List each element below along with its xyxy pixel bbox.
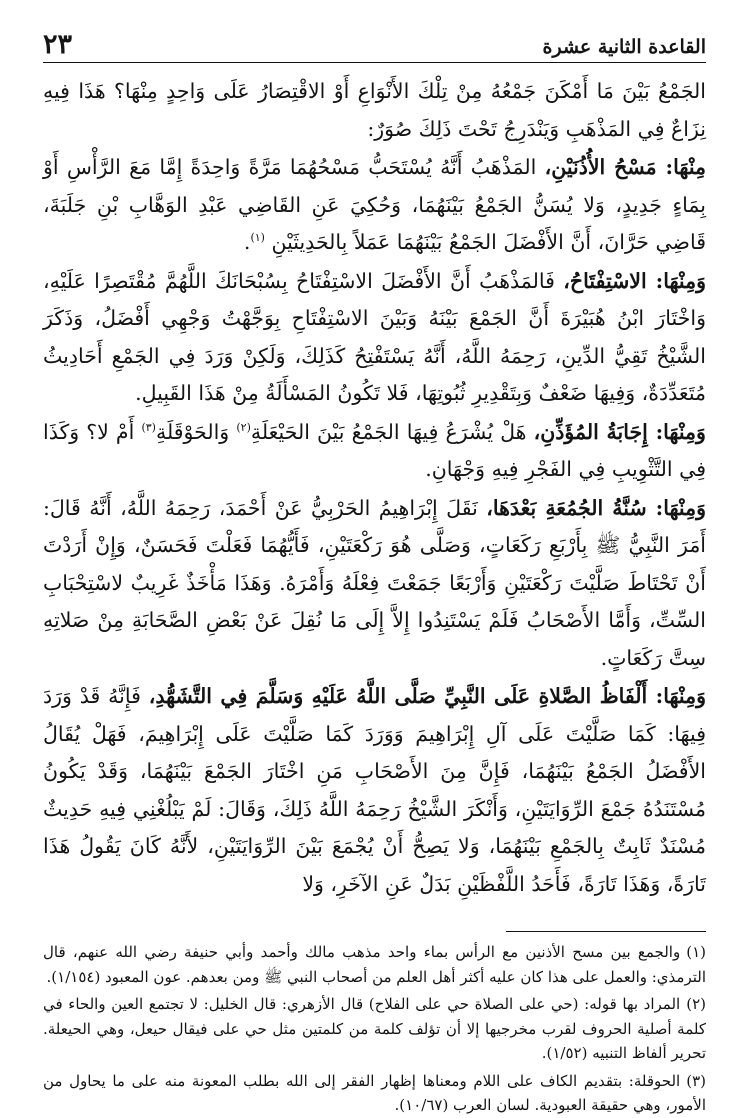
paragraph: [43, 678, 706, 903]
paragraph: [43, 73, 706, 148]
paragraph: [43, 490, 706, 678]
paragraph-lead: وَمِنْهَا: الاسْتِفْتَاحُ،: [563, 268, 706, 293]
paragraph-text: نَقَلَ إِبْرَاهِيمُ الحَرْبِيُّ عَنْ أَحْمَدَ، رَحِمَهُ اللَّهُ، أَنَّهُ قَالَ: أَمَرَ النَّبِيُّ ﷺ بِأَرْبَعِ رَكَعَاتٍ، وَصَلَّى هُوَ رَكْعَتَيْنِ، فَأَيُّهُمَا فَعَلْتَ فَحَسَنٌ، وَإِنْ أَرَدْتَ أَنْ تَحْتَاطَ صَلَّيْتَ رَكْعَتَيْنِ وَأَرْبَعًا جَمَعْتَ فِعْلَهُ وَأَمْرَهُ. وَهَذَا مَأْخَذٌ غَرِيبٌ لاسْتِحْبَابِ السِّتِّ، وَأَمَّا الأَصْحَابُ فَلَمْ يَسْتَنِدُوا إِلاَّ إِلَى مَا نُقِلَ عَنْ بَعْضِ الصَّحَابَةِ مِنْ صَلاتِهِ سِتَّ رَكَعَاتٍ.: [43, 495, 706, 670]
main-text: [43, 73, 706, 903]
paragraph-lead: وَمِنْهَا: إِجَابَةُ المُؤَذِّنِ،: [533, 419, 706, 444]
footnotes: [43, 940, 706, 1118]
footnote: [43, 940, 706, 989]
paragraph-text: الجَمْعُ بَيْنَ مَا أَمْكَنَ جَمْعُهُ مِنْ تِلْكَ الأَنْوَاعِ أَوْ الاقْتِصَارُ عَلَى وَاحِدٍ مِنْهَا؟ هَذَا فِيهِ نِزَاعٌ فِي المَذْهَبِ وَيَنْدَرِجُ تَحْتَ ذَلِكَ صُوَرٌ:: [43, 79, 706, 141]
footnote-number: (١): [686, 943, 706, 961]
paragraph-lead: وَمِنْهَا: سُنَّةُ الجُمُعَةِ بَعْدَهَا،: [486, 495, 707, 520]
running-header: [43, 28, 706, 63]
paragraph-tail: .: [243, 230, 251, 254]
paragraph-text: فَإِنَّهُ قَدْ وَرَدَ فِيهَا: كَمَا صَلَّيْتَ عَلَى آلِ إِبْرَاهِيمَ وَوَرَدَ كَمَا صَلَّيْتَ عَلَى إِبْرَاهِيمَ، فَهَلْ يُقَالُ الأَفْضَلُ الجَمْعُ بَيْنَهُمَا، فَإِنَّ مِنَ الأَصْحَابِ مَنِ اخْتَارَ الجَمْعَ بَيْنَهُمَا، وَقَدْ يَكُونُ مُسْتَنَدُهُ جَمْعَ الرِّوَايَتَيْنِ، وَأَنْكَرَ الشَّيْخُ رَحِمَهُ اللَّهُ ذَلِكَ، وَقَالَ: لَمْ يَبْلُغْنِي فِيهِ حَدِيثٌ مُسْنَدٌ ثَابِتٌ بِالجَمْعِ بَيْنَهُمَا، وَلا يَصِحُّ أَنْ يُجْمَعَ بَيْنَ الرِّوَايَتَيْنِ، لأَنَّهُ كَانَ يَقُولُ هَذَا تَارَةً، وَهَذَا تَارَةً، فَأَحَدُ اللَّفْظَيْنِ بَدَلٌ عَنِ الآخَرِ، وَلا: [43, 684, 706, 896]
paragraph-lead: مِنْهَا: مَسْحُ الأُذُنَيْنِ،: [544, 155, 706, 179]
paragraph-text: المَذْهَبُ أَنَّهُ يُسْتَحَبُّ مَسْحُهُمَا مَرَّةً وَاحِدَةً إِمَّا مَعَ الرَّأْسِ أَوْ بِمَاءٍ جَدِيدٍ، وَلا يُسَنُّ الجَمْعُ بَيْنَهُمَا، وَحُكِيَ عَنِ القَاضِي عَبْدِ الوَهَّابِ بْنِ جَلَبَةَ، قَاضِي حَرَّانَ، أَنَّ الأَفْضَلَ الجَمْعُ بَيْنَهُمَا عَمَلاً بِالحَدِيثَيْنِ: [43, 155, 706, 254]
paragraph-text: هَلْ يُشْرَعُ فِيهَا الجَمْعُ بَيْنَ الحَيْعَلَةِ: [250, 419, 527, 444]
footnote-ref[interactable]: (١): [250, 231, 265, 245]
footnote-number: (٣): [686, 1071, 706, 1090]
footnote-text: المراد بها قوله: (حي على الصلاة حي على الفلاح) قال الأزهري: قال الخليل: لا تجتمع العين والحاء في كلمة أصلية الحروف لقرب مخرجيها إلا أن تؤلف كلمة من كلمتين مثل حي على فيقال حيعل، وهي الحيعلة. تحرير ألفاظ التنبيه (١/٥٢).: [43, 995, 706, 1062]
footnote-divider: [506, 931, 706, 932]
paragraph-tail: أَمْ لا؟ وَكَذَا فِي التَّثْوِيبِ فِي الفَجْرِ فِيهِ وَجْهَانِ.: [43, 419, 706, 481]
paragraph: [43, 263, 706, 413]
paragraph-lead: وَمِنْهَا: أَلْفَاظُ الصَّلاةِ عَلَى النَّبِيِّ صَلَّى اللَّهُ عَلَيْهِ وَسَلَّمَ فِي التَّشَهُّدِ،: [148, 684, 706, 708]
footnote: [43, 1069, 706, 1118]
footnote-number: (٢): [686, 995, 706, 1013]
footnote-ref[interactable]: (٣): [141, 420, 156, 434]
paragraph-text: فَالمَذْهَبُ أَنَّ الأَفْضَلَ الاسْتِفْتَاحُ بِسُبْحَانَكَ اللَّهُمَّ مُقْتَصِرًا عَلَيْهِ، وَاخْتَارَ ابْنُ هُبَيْرَةَ أَنَّ الجَمْعَ بَيْنَهُ وَبَيْنَ الاسْتِفْتَاحِ بِوَجَّهْتُ وَجْهِي أَفْضَلُ، وَذَكَرَ الشَّيْخُ تَقِيُّ الدِّينِ، رَحِمَهُ اللَّهُ، أَنَّهُ يَسْتَفْتِحُ كَذَلِكَ، وَلَكِنْ وَرَدَ فِي الجَمْعِ أَحَادِيثُ مُتَعَدِّدَةٌ، وَفِيهَا ضَعْفٌ وَبِتَقْدِيرِ ثُبُوتِهَا، فَلا تَكُونُ المَسْأَلَةُ مِنْ هَذَا القَبِيلِ.: [43, 268, 706, 405]
footnote: [43, 992, 706, 1066]
paragraph: [43, 149, 706, 262]
paragraph: [43, 414, 706, 489]
footnote-text: الحوقلة: بتقديم الكاف على اللام ومعناها إظهار الفقر إلى الله بطلب المعونة منه على ما يحاول من الأمور، وهي حقيقة العبودية. لسان العرب (١٠/٦٧).: [43, 1071, 706, 1114]
footnote-text: والجمع بين مسح الأذنين مع الرأس بماء واحد مذهب مالك وأحمد وأبي حنيفة رضي الله عنهم، قال الترمذي: والعمل على هذا كان عليه أكثر أهل العلم من أصحاب النبي ﷺ ومن بعدهم. عون المعبود (١/١٥٤).: [43, 943, 706, 986]
paragraph-text: وَالحَوْقَلَةِ: [155, 419, 230, 444]
chapter-title: القاعدة الثانية عشرة: [542, 36, 706, 58]
footnote-ref[interactable]: (٢): [236, 420, 251, 434]
page-number: ٢٣: [43, 29, 73, 60]
